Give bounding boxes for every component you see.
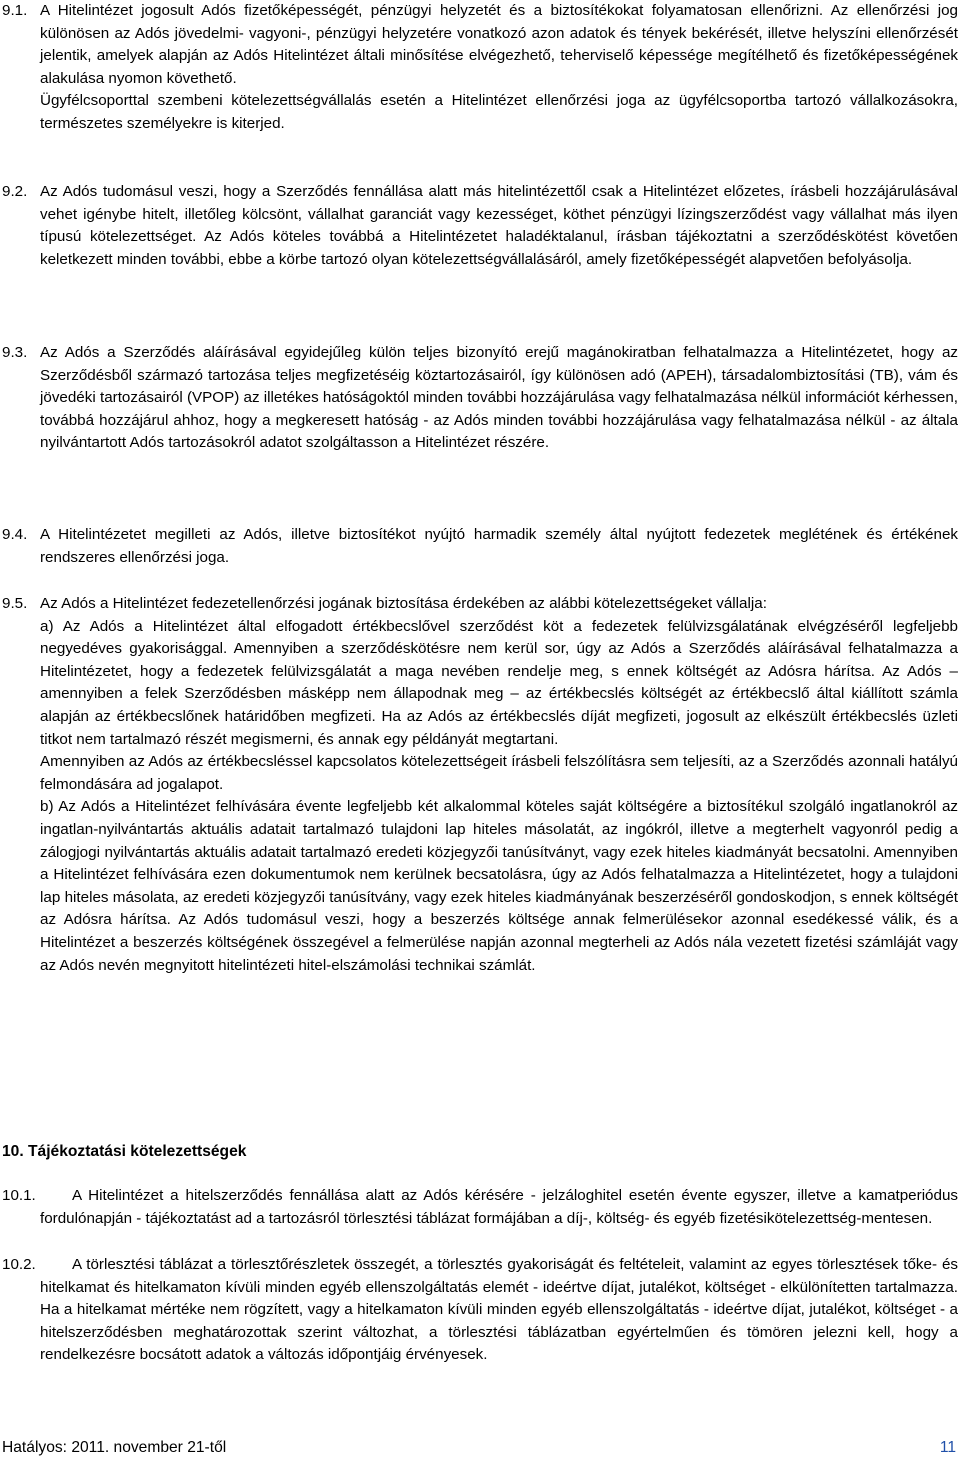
paragraph: Amennyiben az Adós az értékbecsléssel kapcsolatos kötelezettségeit írásbeli felszólításra sem teljesíti, az a Szerződés azonnali hatályú felmondására ad jogalapot. <box>40 753 958 793</box>
paragraph: A Hitelintézet jogosult Adós fizetőképességét, pénzügyi helyzetét és a biztosítékokat folyamatosan ellenőrizni. Az ellenőrzési jog különösen az Adós jövedelmi- vagyoni-, pénzügyi helyzetére vonatkozó azon adatok és tények bekérését, illetve helyszíni ellenőrzését jelentik, amelyek alapján az Adós Hitelintézet általi minősítése elvégezhető, teherviselő képessége megítélhető és fizetőképességének alakulása nyomon követhető. <box>40 2 958 87</box>
section-number: 10.1. <box>2 1187 36 1204</box>
section-number: 9.2. <box>2 183 28 200</box>
paragraph: A törlesztési táblázat a törlesztőrészletek összegét, a törlesztés gyakoriságát és feltételeit, valamint az egyes törlesztések tőke- és hitelkamat és hitelkamaton kívüli minden egyéb ellenszolgáltatás elemét - ideértve díjat, jutalékot, költséget - elkülönítetten tartalmazza. Ha a hitelkamat mértéke nem rögzített, vagy a hitelkamaton kívüli minden egyéb ellenszolgáltatás - ideértve díjat, jutalékot, költséget - a hitelszerződésben meghatározottak szerint változhat, a törlesztési táblázatban egyértelműen és tömören jelezni kell, hogy a rendelkezésre bocsátott adatok a változás időpontjáig érvényesek. <box>40 1256 958 1364</box>
section-number: 9.3. <box>2 344 28 361</box>
paragraph-b: b) Az Adós a Hitelintézet felhívására évente legfeljebb két alkalommal köteles saját költségére a biztosítékul szolgáló ingatlanokról az ingatlan-nyilvántartás aktuális adatait tartalmazó tulajdoni lap hiteles másolatát, az ingókról, illetve a megterhelt vagyonról pedig a zálogjogi nyilvántartás aktuális adatait tartalmazó eredeti közjegyzői tanúsítványt, vagy ezek hiteles kiadmányát becsatolni. Amennyiben a Hitelintézet felhívására ezen dokumentumok nem kerülnek becsatolásra, úgy az Adós felhatalmazza a Hitelintézetet, hogy a tulajdoni lap hiteles másolata, az eredeti közjegyzői tanúsítvány, vagy ezek hiteles kiadmányának beszerzéséről gondoskodjon, s ennek költségét az Adósra hárítsa. Az Adós tudomásul veszi, hogy a beszerzés költsége annak felmerülésekor azonnal esedékessé válik, és a Hitelintézet a beszerzés költségének összegével a felmerülése napján azonnal megterheli az Adós nála vezetett fizetési számláját vagy az Adós nevén megnyitott hitelintézeti hitel-elszámolási technikai számlát. <box>40 798 958 974</box>
paragraph: Az Adós a Hitelintézet fedezetellenőrzési jogának biztosítása érdekében az alábbi kötelezettségeket vállalja: <box>40 595 767 612</box>
footer-effective-date: Hatályos: 2011. november 21-től <box>2 1439 227 1456</box>
section-text <box>40 1185 958 1230</box>
section-text <box>40 1254 958 1367</box>
section-number: 9.1. <box>2 2 28 19</box>
paragraph: A Hitelintézet a hitelszerződés fennállása alatt az Adós kérésére - jelzáloghitel esetén évente egyszer, illetve a kamatperiódus fordulónapján - tájékoztatást ad a tartozásról törlesztési táblázat formájában a díj-, költség- és egyéb fizetésikötelezettség-mentesen. <box>40 1187 958 1227</box>
section-text <box>40 524 958 569</box>
paragraph: A Hitelintézetet megilleti az Adós, illetve biztosítékot nyújtó harmadik személy által nyújtott fedezetek meglétének és értékének rendszeres ellenőrzési joga. <box>40 526 958 566</box>
section-number: 9.5. <box>2 595 28 612</box>
section-text <box>40 593 958 977</box>
paragraph-a: a) Az Adós a Hitelintézet által elfogadott értékbecslővel szerződést köt a fedezetek felülvizsgálatának elvégzéséről legfeljebb negyedéves gyakorisággal. Amennyiben a szerződéskötésre nem kerül sor, úgy az Adós a Szerződés aláírásával felhatalmazza a Hitelintézetet, hogy a fedezetek felülvizsgálatát a maga nevében rendelje meg, s ennek költségét az Adósra hárítsa. Az Adós – amennyiben a felek Szerződésben másképp nem állapodnak meg – az értékbecslés költségét az értékbecslő által kiállított számla alapján az értékbecslőnek határidőben megfizeti. Ha az Adós az értékbecslés díját megfizeti, jogosult az elkészült értékbecslés üzleti titkot nem tartalmazó részét megismerni, és annak egy példányát megtartani. <box>40 617 958 748</box>
section-heading-10: 10. Tájékoztatási kötelezettségek <box>2 1143 247 1160</box>
paragraph: Az Adós tudomásul veszi, hogy a Szerződés fennállása alatt más hitelintézettől csak a Hitelintézet előzetes, írásbeli hozzájárulásával vehet igénybe hitelt, illetőleg kölcsönt, vállalhat garanciát vagy kezességet, köthet pénzügyi lízingszerződést vagy vállalhat más ilyen típusú kötelezettséget. Az Adós köteles továbbá a Hitelintézetet haladéktalanul, írásban tájékoztatni a szerződéskötést követően keletkezett minden további, ebbe a körbe tartozó olyan kötelezettségvállalásáról, amely fizetőképességét alapvetően befolyásolja. <box>40 183 958 268</box>
section-text <box>40 181 958 271</box>
section-text <box>40 0 958 136</box>
page-number: 11 <box>939 1439 956 1456</box>
section-number: 9.4. <box>2 526 28 543</box>
paragraph: Az Adós a Szerződés aláírásával egyidejűleg külön teljes bizonyító erejű magánokiratban felhatalmazza a Hitelintézetet, hogy az Szerződésből származó tartozása teljes megfizetéséig köztartozásairól, így különösen adó (APEH), társadalombiztosítási (TB), vám és jövedéki tartozásairól (VPOP) az illetékes hatóságoktól minden további hozzájárulása vagy felhatalmazása nélkül információt kérhessen, továbbá hozzájárul ahhoz, hogy a megkeresett hatóság - az Adós minden további hozzájárulása vagy felhatalmazása nélkül - az általa nyilvántartott Adós tartozásokról adatot szolgáltasson a Hitelintézet részére. <box>40 344 958 452</box>
section-text <box>40 342 958 455</box>
section-number: 10.2. <box>2 1256 36 1273</box>
paragraph: Ügyfélcsoporttal szembeni kötelezettségvállalás esetén a Hitelintézet ellenőrzési joga az ügyfélcsoportba tartozó vállalkozásokra, természetes személyekre is kiterjed. <box>40 92 958 132</box>
